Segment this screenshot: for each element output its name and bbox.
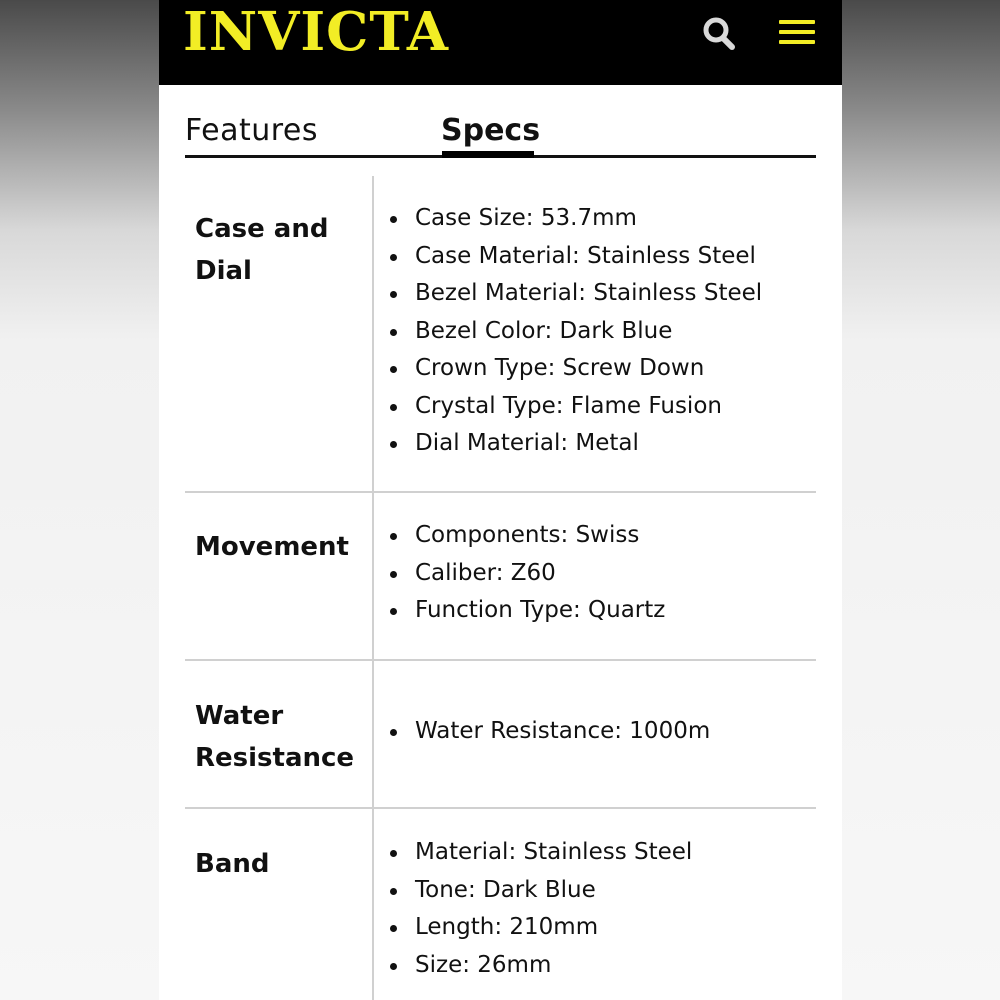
spec-item: Case Size: 53.7mm [387,200,762,238]
column-divider [372,661,374,807]
top-navigation-bar [159,0,842,85]
hamburger-menu-icon [779,30,815,34]
product-tabs [185,104,816,158]
spec-item: Caliber: Z60 [387,555,665,593]
tab-features[interactable]: Features [185,113,318,148]
spec-item: Function Type: Quartz [387,592,665,630]
column-divider [372,493,374,659]
spec-row-label: Band [195,849,270,879]
spec-item: Components: Swiss [387,517,665,555]
spec-row-band [185,809,816,1000]
menu-button[interactable] [777,12,819,54]
search-icon [699,12,741,54]
spec-row-label: Movement [195,532,349,562]
invicta-logo[interactable]: INVICTA [183,1,449,63]
spec-item: Water Resistance: 1000m [387,713,710,751]
spec-item: Bezel Material: Stainless Steel [387,275,762,313]
spec-item: Length: 210mm [387,909,692,947]
spec-item: Bezel Color: Dark Blue [387,313,762,351]
column-divider [372,809,374,1000]
spec-list [387,834,692,984]
spec-list [387,517,665,630]
spec-row-case-and-dial [185,176,816,493]
spec-item: Dial Material: Metal [387,425,762,463]
spec-row-water-resistance [185,661,816,809]
tab-specs[interactable]: Specs [441,113,541,148]
spec-row-label: Water Resistance [195,701,355,773]
hamburger-menu-icon [779,40,815,44]
hamburger-menu-icon [779,20,815,24]
spec-item: Case Material: Stainless Steel [387,238,762,276]
spec-item: Material: Stainless Steel [387,834,692,872]
spec-list [387,200,762,463]
active-tab-indicator [442,151,534,158]
specs-table [185,176,816,1000]
spec-row-label: Case and Dial [195,214,329,286]
spec-item: Size: 26mm [387,947,692,985]
search-button[interactable] [699,12,741,54]
spec-row-movement [185,493,816,661]
spec-item: Crystal Type: Flame Fusion [387,388,762,426]
spec-list [387,713,710,751]
phone-screen [159,0,842,1000]
spec-item: Tone: Dark Blue [387,872,692,910]
spec-item: Crown Type: Screw Down [387,350,762,388]
column-divider [372,176,374,491]
